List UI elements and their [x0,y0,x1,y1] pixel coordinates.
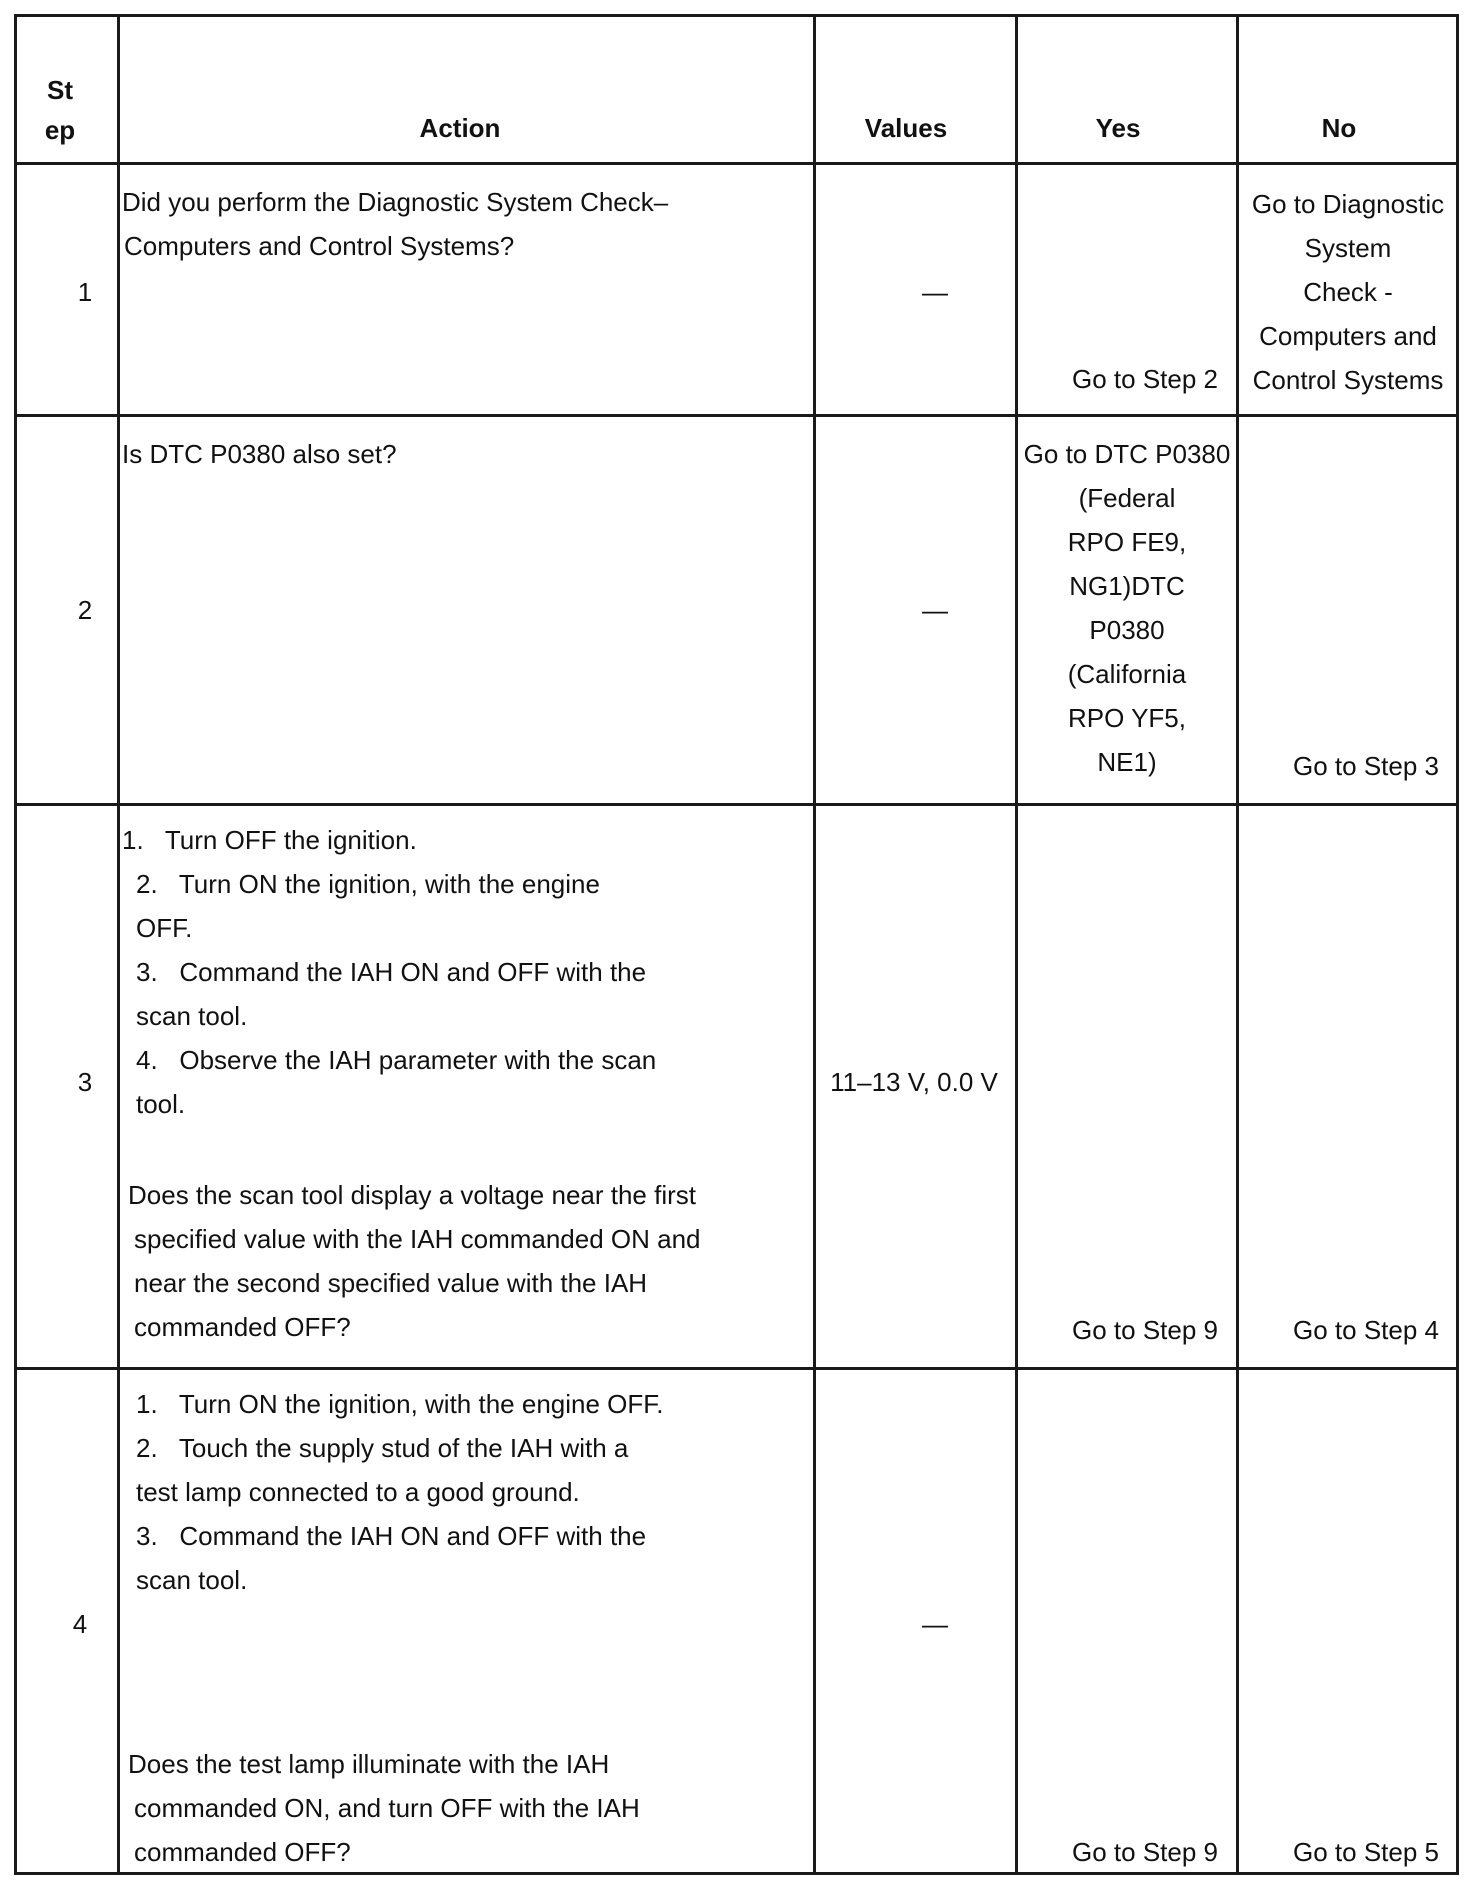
yes-action: Go to Step 2 [1072,364,1218,394]
header-values: Values [864,113,948,143]
column-divider [1015,14,1018,1875]
header-yes: Yes [1095,113,1141,143]
yes-action: Go to DTC P0380 (Federal RPO FE9, NG1)DTC P0380 (California RPO YF5, NE1) [1023,439,1231,777]
step-number: 1 [77,277,93,307]
header-no: No [1321,113,1357,143]
step-number: 2 [77,595,93,625]
yes-action: Go to Step 9 [1072,1837,1218,1867]
row-divider [14,803,1459,806]
action-question: Does the test lamp illuminate with the IAH commanded ON, and turn OFF with the IAH commanded OFF? [128,1749,640,1867]
value-text: — [922,277,948,307]
row-divider [14,414,1459,417]
row-divider [14,162,1459,165]
no-action: Go to Diagnostic System Check - Computers and Control Systems [1251,189,1445,395]
no-action: Go to Step 3 [1293,751,1439,781]
header-step: St ep [44,75,76,145]
step-number: 3 [77,1067,93,1097]
header-action: Action [419,113,501,143]
step-number: 4 [72,1609,88,1639]
value-text: — [922,595,948,625]
action-steps: 1. Turn ON the ignition, with the engine OFF. 2. Touch the supply stud of the IAH with a test lamp connected to a good ground. 3. Command the IAH ON and OFF with the scan tool. [136,1389,664,1595]
action-steps: 1. Turn OFF the ignition. 2. Turn ON the ignition, with the engine OFF. 3. Command the IAH ON and OFF with the scan tool. 4. Observe the IAH parameter with the scan tool. [122,825,657,1119]
value-text: — [922,1609,948,1639]
action-text: Is DTC P0380 also set? [122,439,397,469]
no-action: Go to Step 4 [1293,1315,1439,1345]
no-action: Go to Step 5 [1293,1837,1439,1867]
value-text: 11–13 V, 0.0 V [830,1067,998,1097]
yes-action: Go to Step 9 [1072,1315,1218,1345]
action-text: Did you perform the Diagnostic System Check– Computers and Control Systems? [122,187,669,261]
action-question: Does the scan tool display a voltage near the first specified value with the IAH commanded ON and near the second specified value with the IAH commanded OFF? [128,1180,701,1342]
row-divider [14,1367,1459,1370]
